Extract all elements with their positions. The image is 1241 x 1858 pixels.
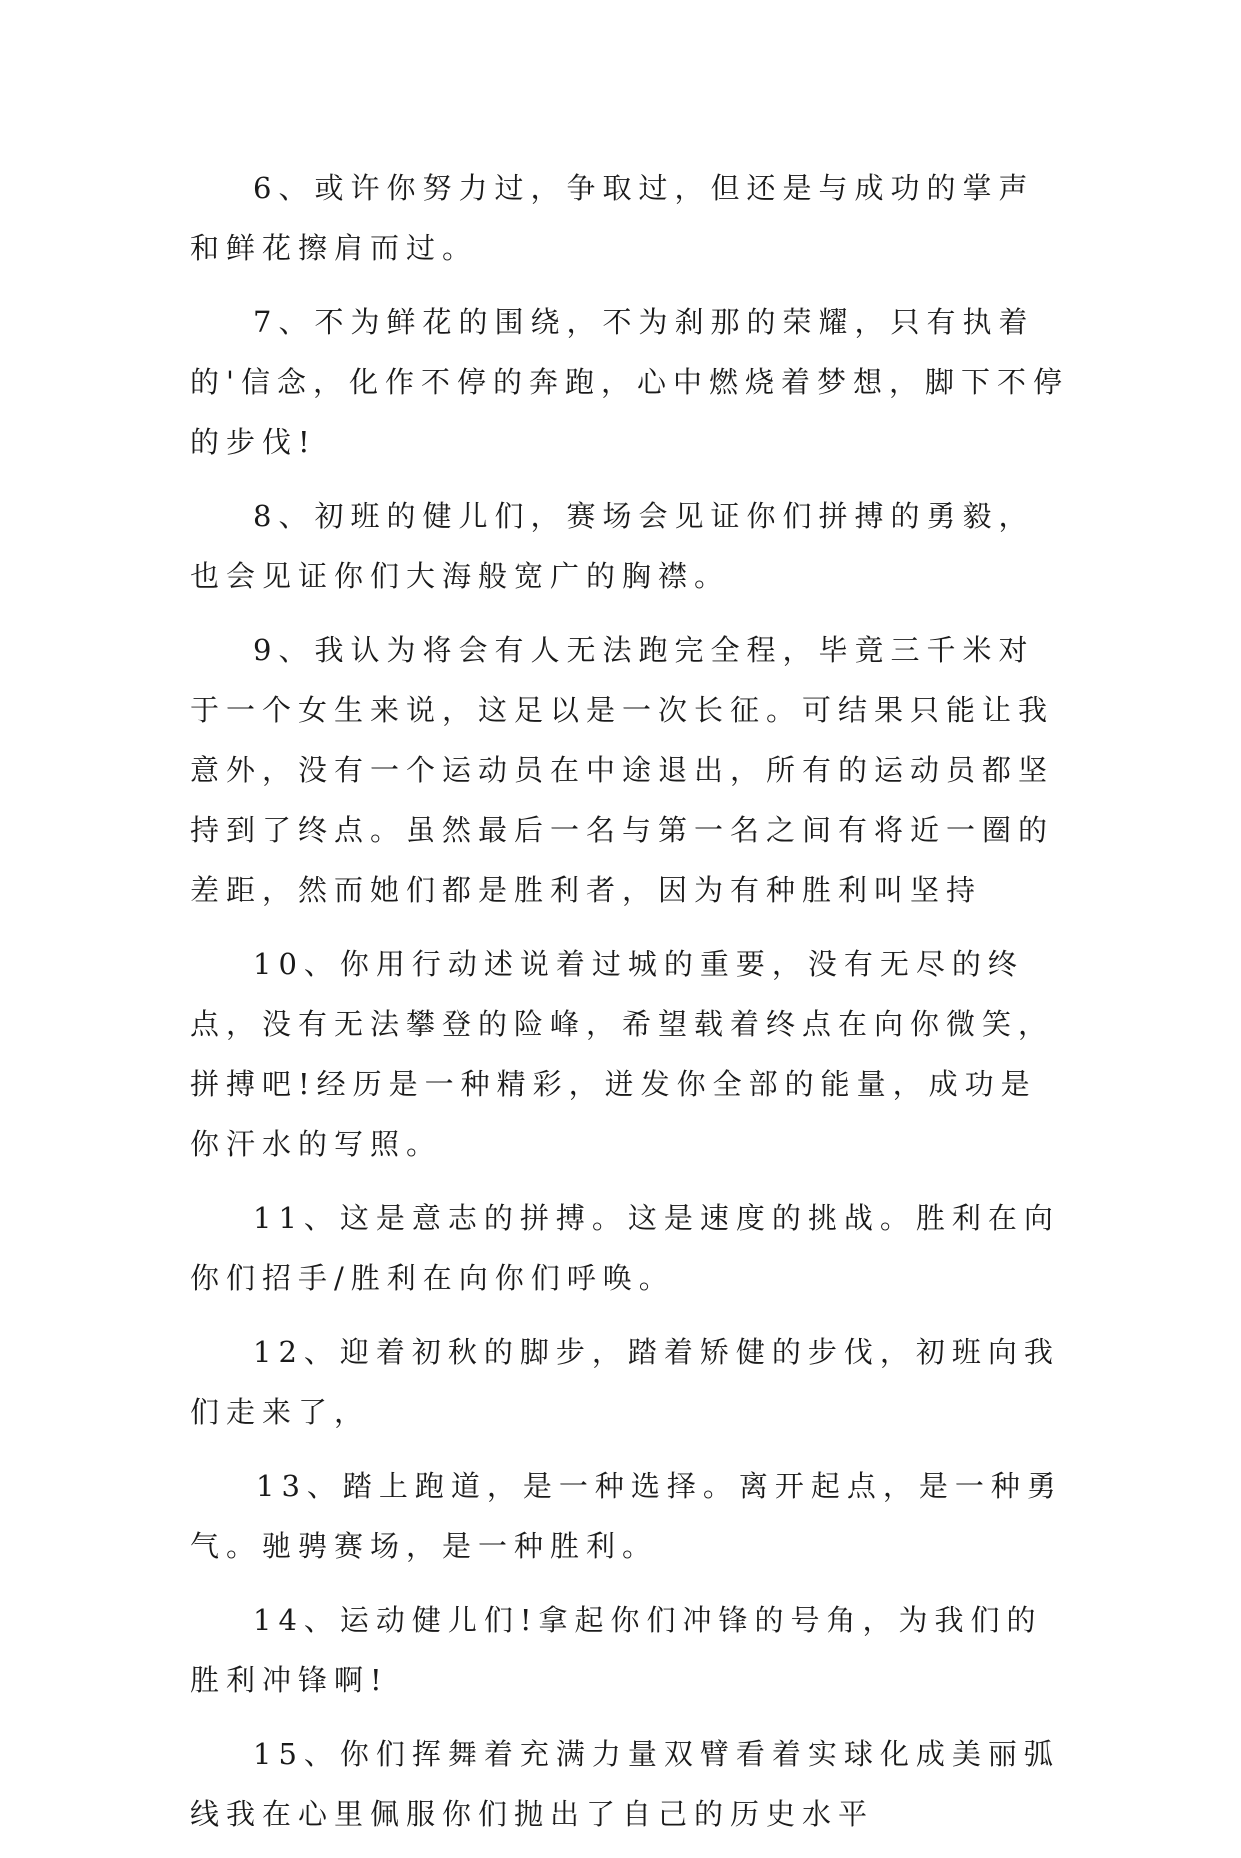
paragraph-6: 6、或许你努力过，争取过，但还是与成功的掌声和鲜花擦肩而过。 [190,171,1035,265]
paragraph-14: 14、运动健儿们!拿起你们冲锋的号角，为我们的胜利冲锋啊! [190,1603,1043,1697]
document-body [190,158,1070,1858]
paragraph-15: 15、你们挥舞着充满力量双臂看着实球化成美丽弧线我在心里佩服你们抛出了自己的历史水平 [190,1737,1060,1831]
paragraph-8: 8、初班的健儿们，赛场会见证你们拼搏的勇毅，也会见证你们大海般宽广的胸襟。 [190,499,1035,593]
paragraph-13: 13、踏上跑道，是一种选择。离开起点，是一种勇气。驰骋赛场，是一种胜利。 [190,1469,1063,1563]
paragraph-10: 10、你用行动述说着过城的重要，没有无尽的终点，没有无法攀登的险峰，希望载着终点在向你微笑，拼搏吧!经历是一种精彩，迸发你全部的能量，成功是你汗水的写照。 [190,947,1055,1161]
paragraph-9: 9、我认为将会有人无法跑完全程，毕竟三千米对于一个女生来说，这足以是一次长征。可结果只能让我意外，没有一个运动员在中途退出，所有的运动员都坚持到了终点。虽然最后一名与第一名之间有将近一圈的差距，然而她们都是胜利者，因为有种胜利叫坚持 [190,633,1055,907]
paragraph-11: 11、这是意志的拼搏。这是速度的挑战。胜利在向你们招手/胜利在向你们呼唤。 [190,1201,1060,1295]
paragraph-12: 12、迎着初秋的脚步，踏着矫健的步伐，初班向我们走来了， [190,1335,1060,1429]
paragraph-7: 7、不为鲜花的围绕，不为刹那的荣耀，只有执着的'信念，化作不停的奔跑，心中燃烧着梦想，脚下不停的步伐! [190,305,1069,459]
